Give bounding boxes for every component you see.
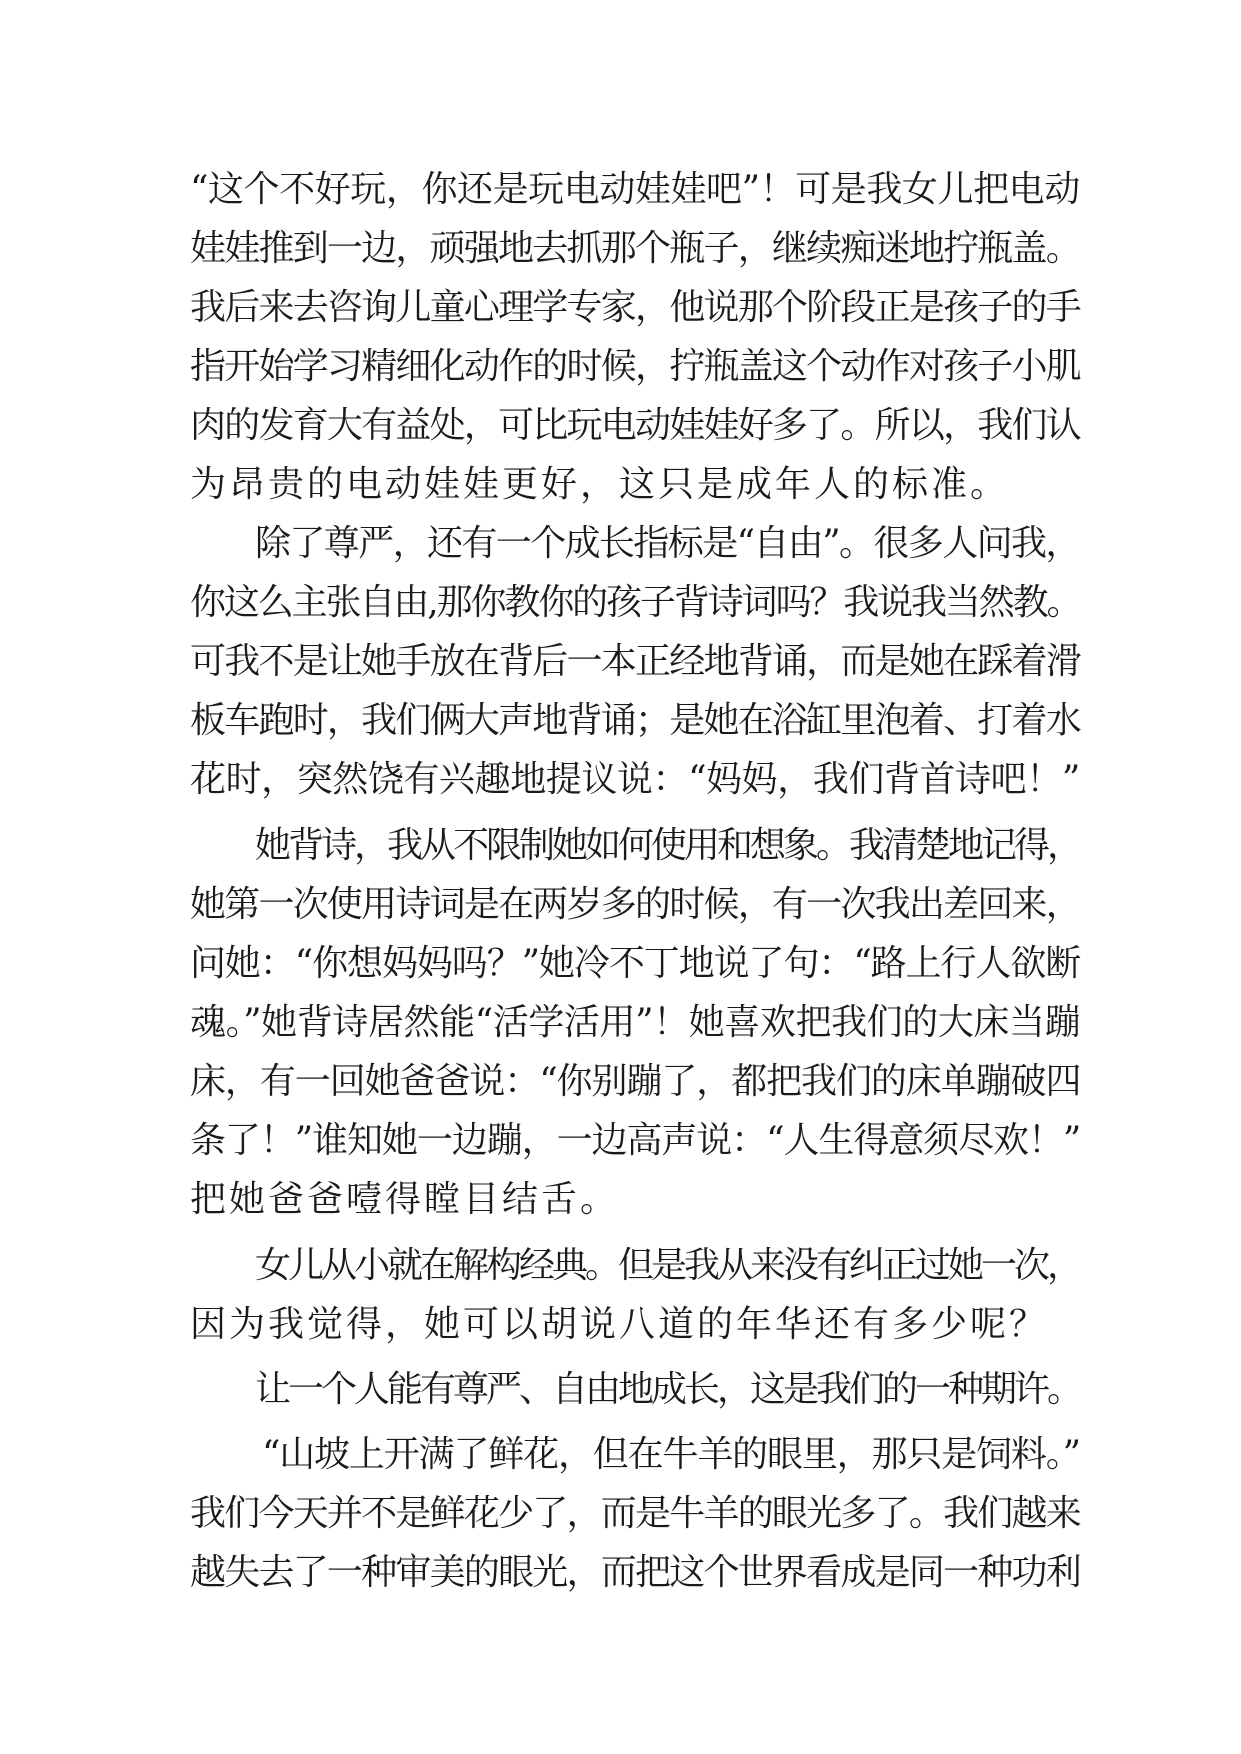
- text-line: 条了！”谁知她一边蹦，一边高声说：“人生得意须尽欢！”: [190, 1120, 1081, 1161]
- text-line: 她第一次使用诗词是在两岁多的时候，有一次我出差回来，: [190, 884, 1081, 925]
- text-line: 指开始学习精细化动作的时候，拧瓶盖这个动作对孩子小肌: [190, 346, 1081, 387]
- paragraph-first-line: “山坡上开满了鲜花，但在牛羊的眼里，那只是饲料。”: [262, 1434, 1080, 1475]
- text-line: 花时，突然饶有兴趣地提议说：“妈妈，我们背首诗吧！”: [190, 759, 1080, 800]
- text-line: 床，有一回她爸爸说：“你别蹦了，都把我们的床单蹦破四: [190, 1061, 1081, 1102]
- text-line: 我们今天并不是鲜花少了，而是牛羊的眼光多了。我们越来: [190, 1493, 1081, 1534]
- text-line: 板车跑时，我们俩大声地背诵；是她在浴缸里泡着、打着水: [190, 700, 1081, 741]
- text-line: 因为我觉得，她可以胡说八道的年华还有多少呢？: [190, 1304, 1049, 1345]
- text-line: “这个不好玩，你还是玩电动娃娃吧”！可是我女儿把电动: [190, 169, 1080, 210]
- text-line: 把她爸爸噎得瞠目结舌。: [190, 1179, 620, 1220]
- paragraph-first-line: 让一个人能有尊严、自由地成长，这是我们的一种期许。: [255, 1369, 1081, 1410]
- text-line: 娃娃推到一边，顽强地去抓那个瓶子，继续痴迷地拧瓶盖。: [190, 228, 1081, 269]
- text-line: 你这么主张自由,那你教你的孩子背诗词吗？我说我当然教。: [190, 582, 1081, 623]
- text-line: 我后来去咨询儿童心理学专家，他说那个阶段正是孩子的手: [190, 287, 1081, 328]
- paragraph-first-line: 除了尊严，还有一个成长指标是“自由”。很多人问我，: [255, 523, 1080, 564]
- text-line: 越失去了一种审美的眼光，而把这个世界看成是同一种功利: [190, 1552, 1081, 1593]
- text-line: 魂。”她背诗居然能“活学活用”！她喜欢把我们的大床当蹦: [190, 1002, 1081, 1043]
- text-line: 肉的发育大有益处，可比玩电动娃娃好多了。所以，我们认: [190, 405, 1081, 446]
- text-line: 问她：“你想妈妈吗？”她冷不丁地说了句：“路上行人欲断: [190, 943, 1081, 984]
- paragraph-first-line: 女儿从小就在解构经典。但是我从来没有纠正过她一次，: [255, 1245, 1081, 1286]
- paragraph-first-line: 她背诗，我从不限制她如何使用和想象。我清楚地记得，: [255, 825, 1081, 866]
- text-line: 可我不是让她手放在背后一本正经地背诵，而是她在踩着滑: [190, 641, 1081, 682]
- text-line: 为昂贵的电动娃娃更好，这只是成年人的标准。: [190, 464, 1010, 505]
